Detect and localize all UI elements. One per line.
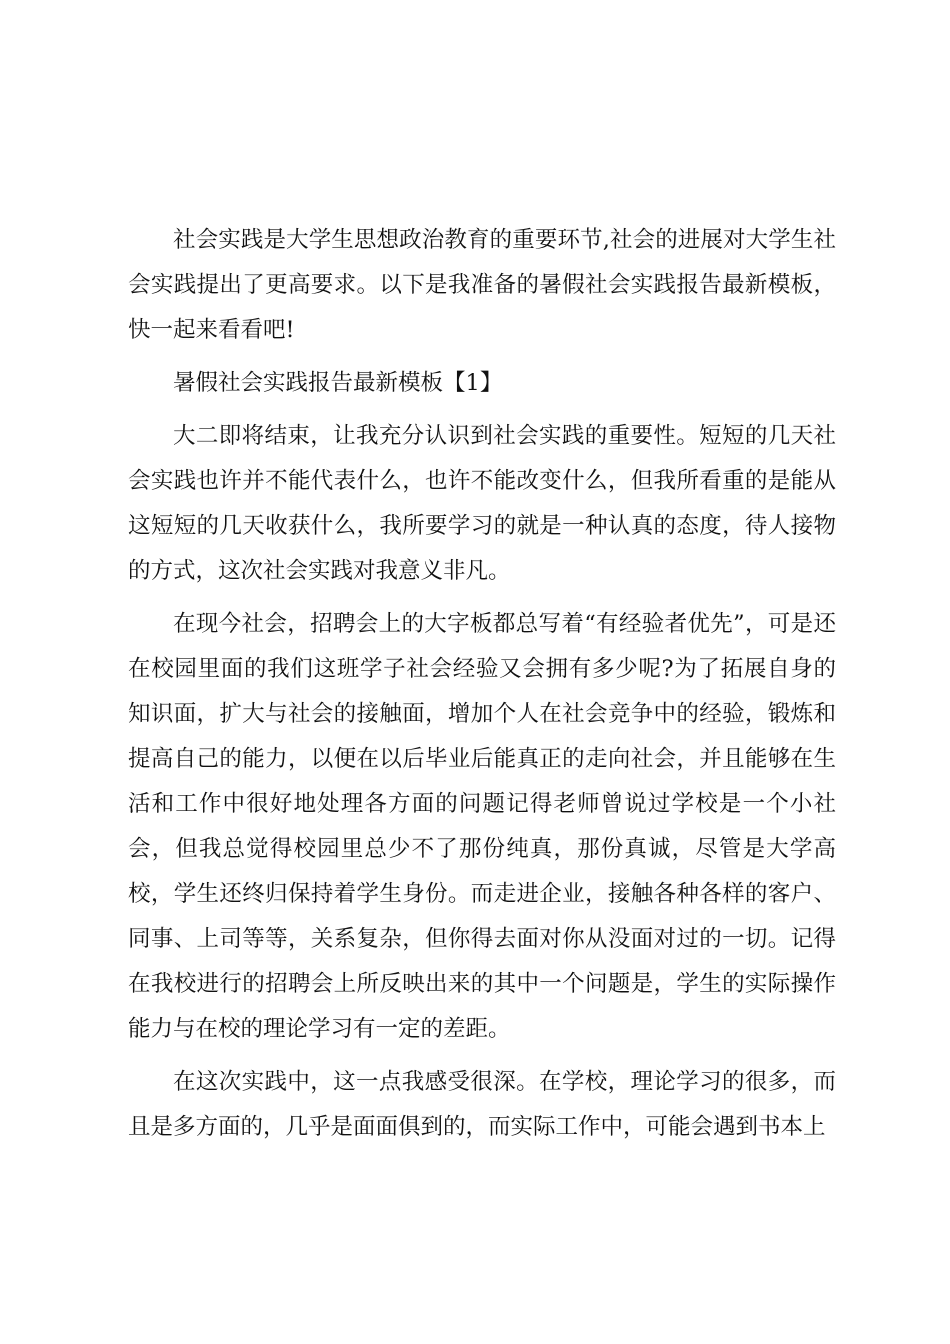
- section-title: 暑假社会实践报告最新模板【1】: [173, 370, 503, 396]
- document-body: [128, 218, 836, 1158]
- intro-paragraph: 社会实践是大学生思想政治教育的重要环节,社会的进展对大学生社会实践提出了更高要求。以下是我准备的暑假社会实践报告最新模板，快一起来看看吧!: [128, 227, 836, 343]
- body-paragraph-3: 在这次实践中，这一点我感受很深。在学校，理论学习的很多，而且是多方面的，几乎是面面俱到的，而实际工作中，可能会遇到书本上: [128, 1069, 836, 1140]
- body-paragraph-2: 在现今社会，招聘会上的大字板都总写着“有经验者优先”，可是还在校园里面的我们这班学子社会经验又会拥有多少呢?为了拓展自身的知识面，扩大与社会的接触面，增加个人在社会竞争中的经验，锻炼和提高自己的能力，以便在以后毕业后能真正的走向社会，并且能够在生活和工作中很好地处理各方面的问题记得老师曾说过学校是一个小社会，但我总觉得校园里总少不了那份纯真，那份真诚，尽管是大学高校，学生还终归保持着学生身份。而走进企业，接触各种各样的客户、同事、上司等等，关系复杂，但你得去面对你从没面对过的一切。记得在我校进行的招聘会上所反映出来的其中一个问题是，学生的实际操作能力与在校的理论学习有一定的差距。: [128, 611, 836, 1042]
- body-paragraph-1: 大二即将结束，让我充分认识到社会实践的重要性。短短的几天社会实践也许并不能代表什么，也许不能改变什么，但我所看重的是能从这短短的几天收获什么，我所要学习的就是一种认真的态度，待人接物的方式，这次社会实践对我意义非凡。: [128, 423, 836, 584]
